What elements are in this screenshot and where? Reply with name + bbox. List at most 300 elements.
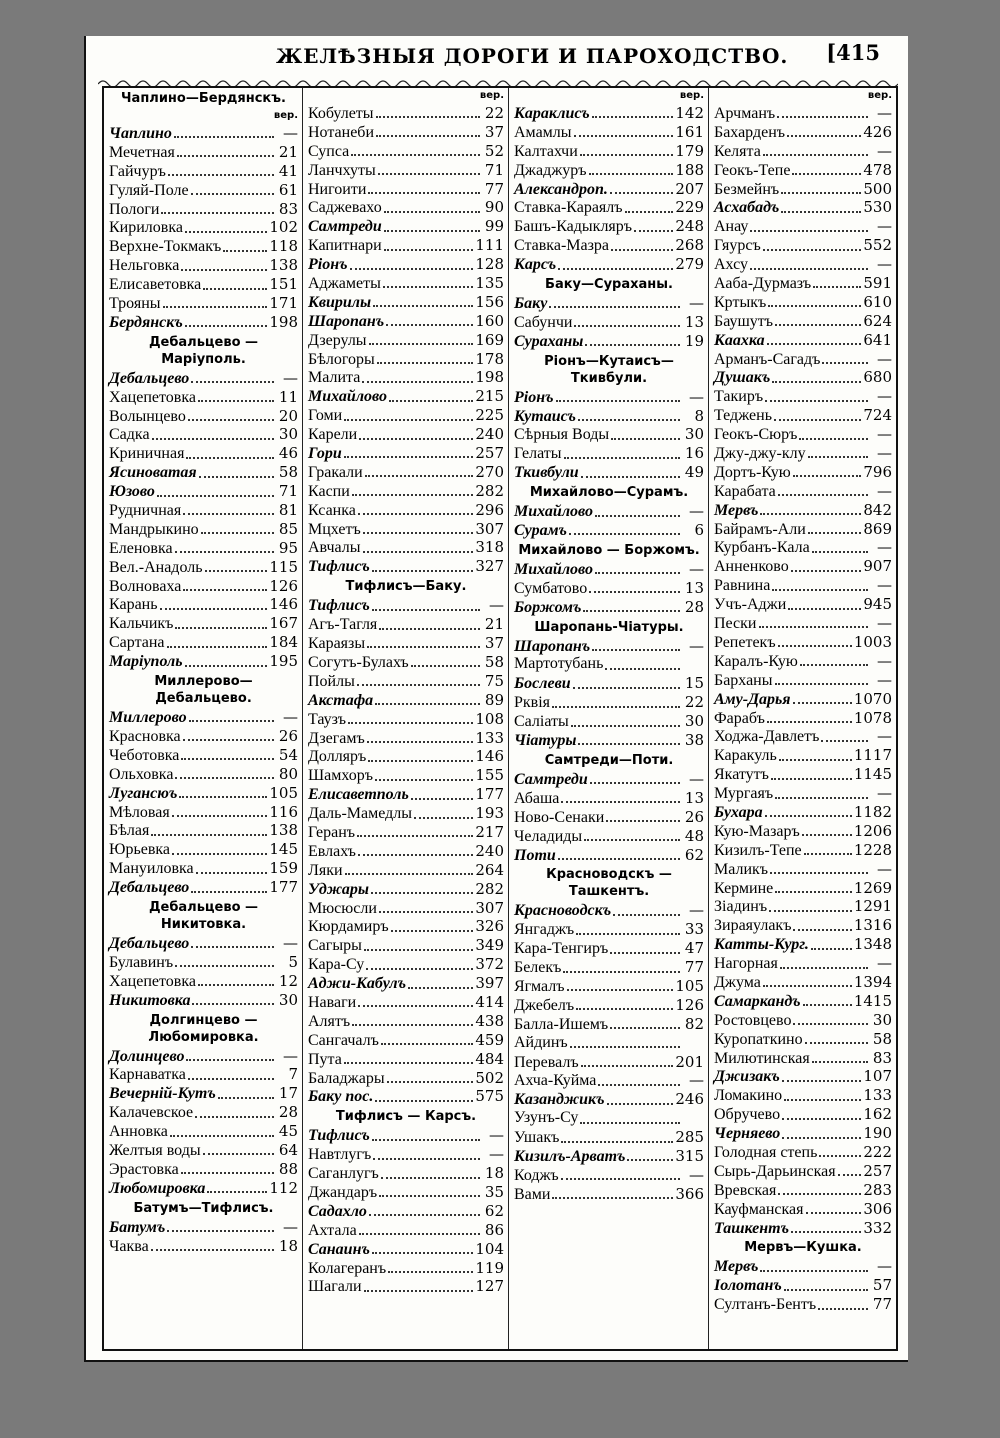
station-name: Наваги [308, 993, 357, 1011]
station-name: Кермине [714, 879, 774, 897]
distance-value: 127 [475, 1277, 504, 1296]
station-name: Черняево [714, 1125, 781, 1143]
distance-value: 145 [269, 840, 298, 859]
station-name: Аджаметы [308, 275, 381, 293]
distance-value: 105 [675, 976, 704, 995]
station-row [714, 973, 892, 992]
station-name: Гори [308, 445, 342, 463]
station-row [714, 879, 892, 898]
leader-dots [163, 306, 268, 308]
station-name: Саліаты [514, 713, 569, 731]
distance-value: 146 [475, 747, 504, 766]
station-row [514, 198, 704, 217]
station-name: Эрастовка [109, 1160, 179, 1178]
distance-value: 171 [269, 294, 298, 313]
station-row [109, 407, 298, 426]
leader-dots [610, 192, 673, 194]
leader-dots [383, 286, 474, 288]
station-row [308, 350, 504, 369]
leader-dots [378, 173, 480, 175]
station-row [109, 256, 298, 275]
distance-value: 283 [863, 1180, 892, 1199]
station-name: Гайчуръ [109, 162, 166, 180]
distance-value: 105 [269, 783, 298, 802]
leader-dots [160, 608, 268, 610]
station-name: Михайлово [514, 503, 593, 521]
station-row [514, 1090, 704, 1109]
distance-value: 222 [863, 1142, 892, 1161]
distance-value: 37 [484, 634, 504, 653]
station-row [514, 996, 704, 1015]
distance-value: 225 [475, 406, 504, 425]
station-row [308, 861, 504, 880]
leader-dots [808, 456, 868, 458]
station-name: Еленовка [109, 539, 173, 557]
station-row [308, 538, 504, 557]
station-row [308, 406, 504, 425]
leader-dots [391, 930, 474, 932]
leader-dots [763, 249, 862, 251]
distance-value: 28 [278, 1103, 298, 1122]
station-name: Маріуполь [109, 653, 183, 671]
station-name: Учъ-Аджи [714, 596, 787, 614]
station-row [308, 899, 504, 918]
station-row [714, 1162, 892, 1181]
leader-dots [181, 269, 267, 271]
station-name: Голодная степь [714, 1143, 818, 1161]
station-name: Безмейнъ [714, 180, 780, 198]
station-name: Любомировка [109, 1179, 206, 1197]
distance-value: 37 [484, 122, 504, 141]
station-name: Кизилъ-Арватъ [514, 1147, 626, 1165]
distance-value: — [877, 954, 892, 973]
station-row [308, 785, 504, 804]
leader-dots [578, 419, 680, 421]
station-name: Карань [109, 596, 158, 614]
station-row [514, 180, 704, 199]
distance-value: 83 [278, 199, 298, 218]
station-name: Сангачалъ [308, 1031, 379, 1049]
station-row [714, 709, 892, 728]
station-name: Сураханы [514, 332, 584, 350]
distance-value: — [877, 538, 892, 557]
distance-value: 724 [863, 406, 892, 425]
distance-value: 500 [863, 179, 892, 198]
station-row [308, 217, 504, 236]
leader-dots [172, 853, 267, 855]
leader-dots [778, 645, 852, 647]
leader-dots [792, 173, 861, 175]
station-row [714, 822, 892, 841]
station-name: Нотанеби [308, 123, 374, 141]
station-row [714, 538, 892, 557]
leader-dots [772, 589, 868, 591]
station-name: Бѣлогоры [308, 350, 375, 368]
station-row [714, 217, 892, 236]
station-row [714, 727, 892, 746]
leader-dots [389, 400, 473, 402]
leader-dots [373, 305, 473, 307]
station-name: Анненково [714, 558, 789, 576]
distance-value: 13 [684, 312, 704, 331]
station-row [308, 1031, 504, 1050]
distance-value: 207 [675, 179, 704, 198]
station-name: Нагорная [714, 955, 778, 973]
station-name: Джизакъ [714, 1068, 780, 1086]
station-name: Кую-Мазаръ [714, 822, 800, 840]
leader-dots [170, 1135, 274, 1137]
station-row [514, 1109, 704, 1128]
distance-value: 414 [475, 992, 504, 1011]
leader-dots [760, 513, 861, 515]
station-row [109, 1160, 298, 1179]
route-heading: Красноводскъ — Ташкентъ. [546, 867, 672, 900]
station-row [109, 595, 298, 614]
leader-dots [818, 1308, 868, 1310]
station-name: Ланчхуты [308, 161, 376, 179]
station-row [514, 939, 704, 958]
distance-value: 75 [484, 671, 504, 690]
distance-value: 58 [484, 652, 504, 671]
leader-dots [365, 475, 474, 477]
station-row [109, 746, 298, 765]
leader-dots [175, 965, 274, 967]
distance-value: — [877, 727, 892, 746]
distance-value: 438 [475, 1011, 504, 1030]
station-row [109, 765, 298, 784]
leader-dots [781, 211, 861, 213]
distance-value: 20 [278, 406, 298, 425]
distance-value: 30 [872, 1010, 892, 1029]
leader-dots [765, 815, 852, 817]
station-row [308, 1202, 504, 1221]
station-name: Елисаветполь [308, 786, 409, 804]
leader-dots [573, 687, 680, 689]
distance-value: 17 [278, 1084, 298, 1103]
station-name: Криничная [109, 445, 185, 463]
station-row [714, 954, 892, 973]
station-name: Гоми [308, 407, 343, 425]
leader-dots [359, 438, 473, 440]
station-name: Садахло [308, 1202, 367, 1220]
leader-dots [558, 268, 673, 270]
distance-value: 869 [863, 519, 892, 538]
station-row [714, 614, 892, 633]
station-row [714, 935, 892, 954]
leader-dots [552, 1197, 673, 1199]
leader-dots [772, 381, 861, 383]
station-row [714, 104, 892, 123]
leader-dots [344, 419, 473, 421]
distance-value: 641 [863, 330, 892, 349]
station-row [514, 255, 704, 274]
leader-dots [592, 116, 674, 118]
distance-value: — [689, 294, 704, 313]
leader-dots [564, 457, 680, 459]
leader-dots [627, 1159, 673, 1161]
station-name: Булавинъ [109, 953, 174, 971]
distance-value: 177 [269, 878, 298, 897]
distance-value: 296 [475, 500, 504, 519]
station-row [109, 614, 298, 633]
station-name: Каракуль [714, 747, 777, 765]
distance-value: 15 [684, 674, 704, 693]
station-row [109, 633, 298, 652]
route-heading: Тифлисъ—Баку. [345, 579, 467, 595]
station-name: Юзово [109, 483, 155, 501]
distance-value: 95 [278, 538, 298, 557]
station-name: Іолотанъ [714, 1277, 782, 1295]
station-row [308, 615, 504, 634]
leader-dots [805, 1042, 868, 1044]
distance-value: 240 [475, 841, 504, 860]
leader-dots [185, 231, 267, 233]
station-name: Сырь-Дарьинская [714, 1162, 836, 1180]
distance-value: 128 [475, 255, 504, 274]
station-row [109, 313, 298, 332]
distance-value: 1394 [853, 972, 892, 991]
station-name: Мандрыкино [109, 520, 199, 538]
leader-dots [759, 626, 869, 628]
leader-dots [167, 1230, 274, 1232]
leader-dots [368, 192, 480, 194]
route-heading: Михайлово—Сурамъ. [529, 485, 689, 501]
station-name: Вревская [714, 1181, 777, 1199]
leader-dots [192, 1003, 274, 1005]
distance-value: 349 [475, 936, 504, 955]
station-name: Навтлугъ [308, 1146, 372, 1164]
distance-value: 126 [269, 576, 298, 595]
leader-dots [366, 968, 473, 970]
station-row [308, 501, 504, 520]
leader-dots [188, 1078, 274, 1080]
leader-dots [188, 419, 274, 421]
distance-value: 155 [475, 766, 504, 785]
leader-dots [359, 1233, 480, 1235]
station-row [109, 991, 298, 1010]
distance-value: 111 [475, 236, 504, 255]
leader-dots [408, 987, 473, 989]
station-name: Дебальцево [109, 934, 190, 952]
station-name: Келята [714, 142, 761, 160]
distance-value: — [877, 141, 892, 160]
station-name: Янгаджъ [514, 921, 575, 939]
leader-dots [765, 400, 868, 402]
leader-dots [767, 343, 862, 345]
leader-dots [344, 456, 474, 458]
leader-dots [793, 929, 851, 931]
versts-unit-label: вер. [273, 110, 298, 121]
leader-dots [585, 344, 680, 346]
station-name: Мануиловка [109, 860, 194, 878]
station-name: Шаропанъ [514, 637, 591, 655]
station-name: Карсъ [514, 256, 557, 274]
distance-value: 62 [484, 1201, 504, 1220]
station-name: Александроп. [514, 180, 608, 198]
station-name: Чеботовка [109, 746, 180, 764]
distance-value: 624 [863, 311, 892, 330]
station-row [109, 1237, 298, 1256]
station-row [109, 1065, 298, 1084]
station-name: Красноводскъ [514, 902, 612, 920]
station-name: Дебальцево [109, 879, 190, 897]
distance-value: 246 [675, 1090, 704, 1109]
leader-dots [581, 1065, 674, 1067]
station-name: Самаркандъ [714, 992, 801, 1010]
distance-value: 19 [684, 331, 704, 350]
distance-value: — [877, 859, 892, 878]
station-name: Кутаисъ [514, 407, 576, 425]
leader-dots [384, 249, 474, 251]
distance-value: 48 [684, 826, 704, 845]
leader-dots [580, 154, 674, 156]
leader-dots [611, 249, 673, 251]
station-name: Кобулеты [308, 105, 374, 122]
station-row [514, 770, 704, 789]
station-name: Ташкентъ [714, 1219, 790, 1237]
distance-value: 1117 [853, 746, 892, 765]
station-name: Мцхетъ [308, 520, 361, 538]
station-row [514, 1185, 704, 1204]
distance-value: 107 [863, 1067, 892, 1086]
station-name: Бахарденъ [714, 123, 786, 141]
distance-value: 16 [684, 444, 704, 463]
station-name: Равнина [714, 577, 771, 595]
leader-dots [811, 948, 852, 950]
leader-dots [411, 665, 480, 667]
station-row [109, 444, 298, 463]
leader-dots [774, 419, 861, 421]
distance-value: 26 [684, 807, 704, 826]
station-name: Дебальцево [109, 369, 190, 387]
station-name: Челадиды [514, 827, 583, 845]
station-name: Зіадинъ [714, 898, 768, 916]
station-row [714, 274, 892, 293]
leader-dots [567, 989, 674, 991]
distance-value: 77 [484, 179, 504, 198]
distance-value: 64 [278, 1140, 298, 1159]
route-heading: Дебальцево — Маріуполь. [148, 334, 259, 367]
station-row [714, 897, 892, 916]
station-row [308, 293, 504, 312]
station-row [109, 652, 298, 671]
station-name: Кириловка [109, 219, 183, 237]
distance-value: 270 [475, 462, 504, 481]
leader-dots [580, 1122, 680, 1124]
station-name: Ставка-Караялъ [514, 199, 623, 217]
station-row [109, 181, 298, 200]
distance-value: 1415 [853, 991, 892, 1010]
distance-value: 907 [863, 557, 892, 576]
station-row [714, 841, 892, 860]
station-row [308, 198, 504, 217]
station-row [514, 827, 704, 846]
station-row [514, 846, 704, 865]
station-name: Баку [514, 295, 548, 313]
station-row [308, 993, 504, 1012]
station-row [308, 672, 504, 691]
station-name: Каахка [714, 331, 765, 349]
station-row [308, 1087, 504, 1106]
leader-dots [352, 1024, 473, 1026]
station-name: Кара-Тенгиръ [514, 940, 609, 958]
leader-dots [186, 457, 274, 459]
distance-value: — [877, 576, 892, 595]
distance-value: 575 [475, 1087, 504, 1106]
station-name: Ломакино [714, 1087, 783, 1105]
station-row [308, 955, 504, 974]
distance-value: 1206 [853, 821, 892, 840]
distance-value: 198 [475, 368, 504, 387]
station-name: Султанъ-Бентъ [714, 1296, 817, 1314]
station-row [308, 1164, 504, 1183]
table-frame [102, 86, 898, 1351]
distance-value: 138 [269, 256, 298, 275]
station-name: Вел.-Анадоль [109, 558, 203, 576]
distance-value: 193 [475, 804, 504, 823]
station-name: Сабунчи [514, 313, 573, 331]
distance-value: 11 [278, 387, 298, 406]
station-row [109, 369, 298, 388]
station-name: Ляки [308, 861, 343, 879]
station-name: Калтахчи [514, 142, 578, 160]
station-name: Шагали [308, 1278, 362, 1296]
station-name: Пески [714, 615, 757, 633]
station-row [308, 1145, 504, 1164]
station-name: Каралъ-Кую [714, 652, 798, 670]
station-name: Саганлугъ [308, 1165, 379, 1183]
station-name: Волынцево [109, 407, 186, 425]
leader-dots [581, 476, 680, 478]
station-name: Белекъ [514, 959, 562, 977]
leader-dots [571, 725, 680, 727]
station-name: Мервъ [714, 1258, 759, 1276]
leader-dots [561, 1141, 673, 1143]
distance-value: 279 [675, 255, 704, 274]
leader-dots [201, 532, 274, 534]
distance-value: 135 [475, 274, 504, 293]
leader-dots [808, 532, 862, 534]
station-row [109, 934, 298, 953]
leader-dots [375, 1100, 473, 1102]
leader-dots [793, 475, 862, 477]
station-name: Волноваха [109, 577, 182, 595]
distance-value: — [283, 368, 298, 387]
station-row [109, 1141, 298, 1160]
station-row [714, 633, 892, 652]
station-row [714, 1011, 892, 1030]
station-row [109, 425, 298, 444]
station-name: Арманъ-Сагадъ [714, 350, 821, 368]
station-row [109, 1084, 298, 1103]
leader-dots [157, 495, 274, 497]
station-name: Мечетная [109, 143, 175, 161]
station-name: Геранъ [308, 823, 356, 841]
station-name: Дортъ-Кую [714, 463, 791, 481]
leader-dots [592, 649, 680, 651]
station-name: Сагыры [308, 937, 362, 955]
distance-value: 610 [863, 292, 892, 311]
station-row [714, 784, 892, 803]
leader-dots [812, 1061, 868, 1063]
leader-dots [189, 720, 274, 722]
station-row [514, 407, 704, 426]
leader-dots [574, 325, 680, 327]
leader-dots [345, 873, 474, 875]
leader-dots [771, 778, 852, 780]
distance-value: 118 [269, 237, 298, 256]
leader-dots [784, 1099, 861, 1101]
